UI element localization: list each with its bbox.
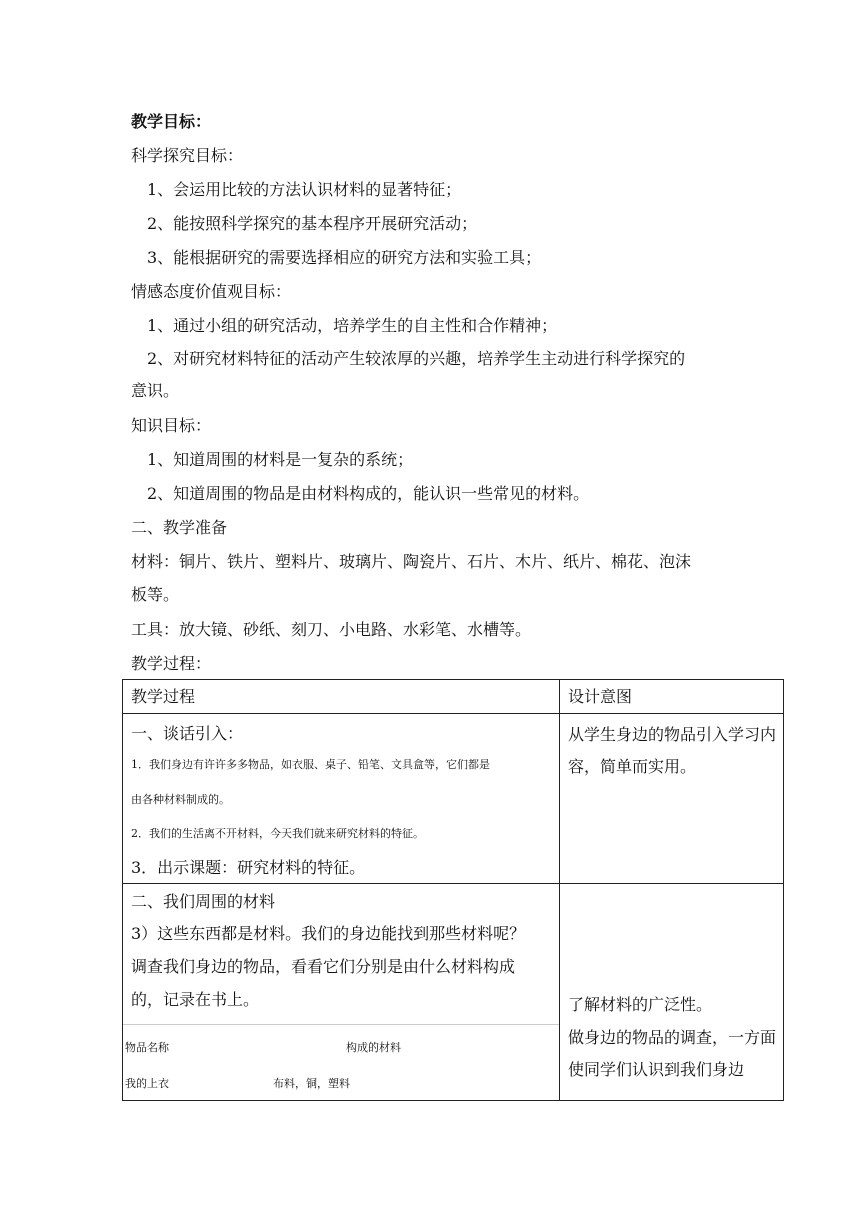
header-cell-process xyxy=(123,680,560,714)
science-inquiry-title: 科学探究目标： xyxy=(131,146,244,165)
attitude-item-1: 1、通过小组的研究活动，培养学生的自主性和合作精神； xyxy=(147,316,558,335)
row2-process-cell xyxy=(123,884,560,1101)
row2-line-1: 3）这些东西都是材料。我们的身边能找到那些材料呢？ xyxy=(131,924,526,943)
row2-design-line-1: 了解材料的广泛性。 xyxy=(568,995,713,1014)
header-process: 教学过程 xyxy=(131,687,196,706)
table-row xyxy=(123,884,784,1101)
row2-line-2: 调查我们身边的物品，看看它们分别是由什么材料构成 xyxy=(131,957,516,976)
row1-design: 从学生身边的物品引入学习内容，简单而实用。 xyxy=(568,725,777,776)
knowledge-title: 知识目标： xyxy=(131,416,212,435)
attitude-item-2-line-1: 2、对研究材料特征的活动产生较浓厚的兴趣，培养学生主动进行科学探究的 xyxy=(147,349,686,368)
attitude-item-2-line-2: 意识。 xyxy=(131,381,180,400)
lesson-process-table xyxy=(122,679,784,1101)
science-inquiry-item-3: 3、能根据研究的需要选择相应的研究方法和实验工具； xyxy=(147,248,542,267)
row2-title: 二、我们周围的材料 xyxy=(131,892,276,911)
science-inquiry-item-2: 2、能按照科学探究的基本程序开展研究活动； xyxy=(147,214,478,233)
inner-header-item: 物品名称 xyxy=(125,1041,169,1054)
row1-line-3: 2．我们的生活离不开材料，今天我们就来研究材料的特征。 xyxy=(131,827,424,840)
objectives-heading: 教学目标： xyxy=(131,112,212,131)
row2-design-cell xyxy=(560,884,784,1101)
materials-line-1: 材料：铜片、铁片、塑料片、玻璃片、陶瓷片、石片、木片、纸片、棉花、泡沫 xyxy=(131,552,692,571)
materials-line-2: 板等。 xyxy=(131,585,180,604)
row1-design-cell xyxy=(560,714,784,884)
row1-line-1: 1．我们身边有许许多多物品，如衣服、桌子、铅笔、文具盒等，它们都是 xyxy=(131,758,490,771)
science-inquiry-item-1: 1、会运用比较的方法认识材料的显著特征； xyxy=(147,180,462,199)
knowledge-item-2: 2、知道周围的物品是由材料构成的，能认识一些常见的材料。 xyxy=(147,484,590,503)
inner-header-material: 构成的材料 xyxy=(346,1041,401,1054)
table-header-row xyxy=(123,680,784,714)
inner-table-divider xyxy=(123,1024,559,1025)
inner-item: 我的上衣 xyxy=(125,1077,169,1090)
tools-line: 工具：放大镜、砂纸、刻刀、小电路、水彩笔、水槽等。 xyxy=(131,620,532,639)
row2-line-3: 的，记录在书上。 xyxy=(131,990,260,1009)
header-design: 设计意图 xyxy=(568,687,633,706)
header-cell-design xyxy=(560,680,784,714)
table-row xyxy=(123,714,784,884)
row1-line-4: 3．出示课题：研究材料的特征。 xyxy=(131,858,366,877)
row1-title: 一、谈话引入： xyxy=(131,724,244,743)
row2-design-line-2: 做身边的物品的调查，一方面使同学们认识到我们身边 xyxy=(568,1028,777,1079)
preparation-title: 二、教学准备 xyxy=(131,518,228,537)
process-label: 教学过程： xyxy=(131,654,212,673)
attitude-title: 情感态度价值观目标： xyxy=(131,282,292,301)
knowledge-item-1: 1、知道周围的材料是一复杂的系统； xyxy=(147,450,414,469)
row1-process-cell xyxy=(123,714,560,884)
inner-material: 布料，铜，塑料 xyxy=(273,1077,350,1090)
row1-line-2: 由各种材料制成的。 xyxy=(131,793,230,806)
